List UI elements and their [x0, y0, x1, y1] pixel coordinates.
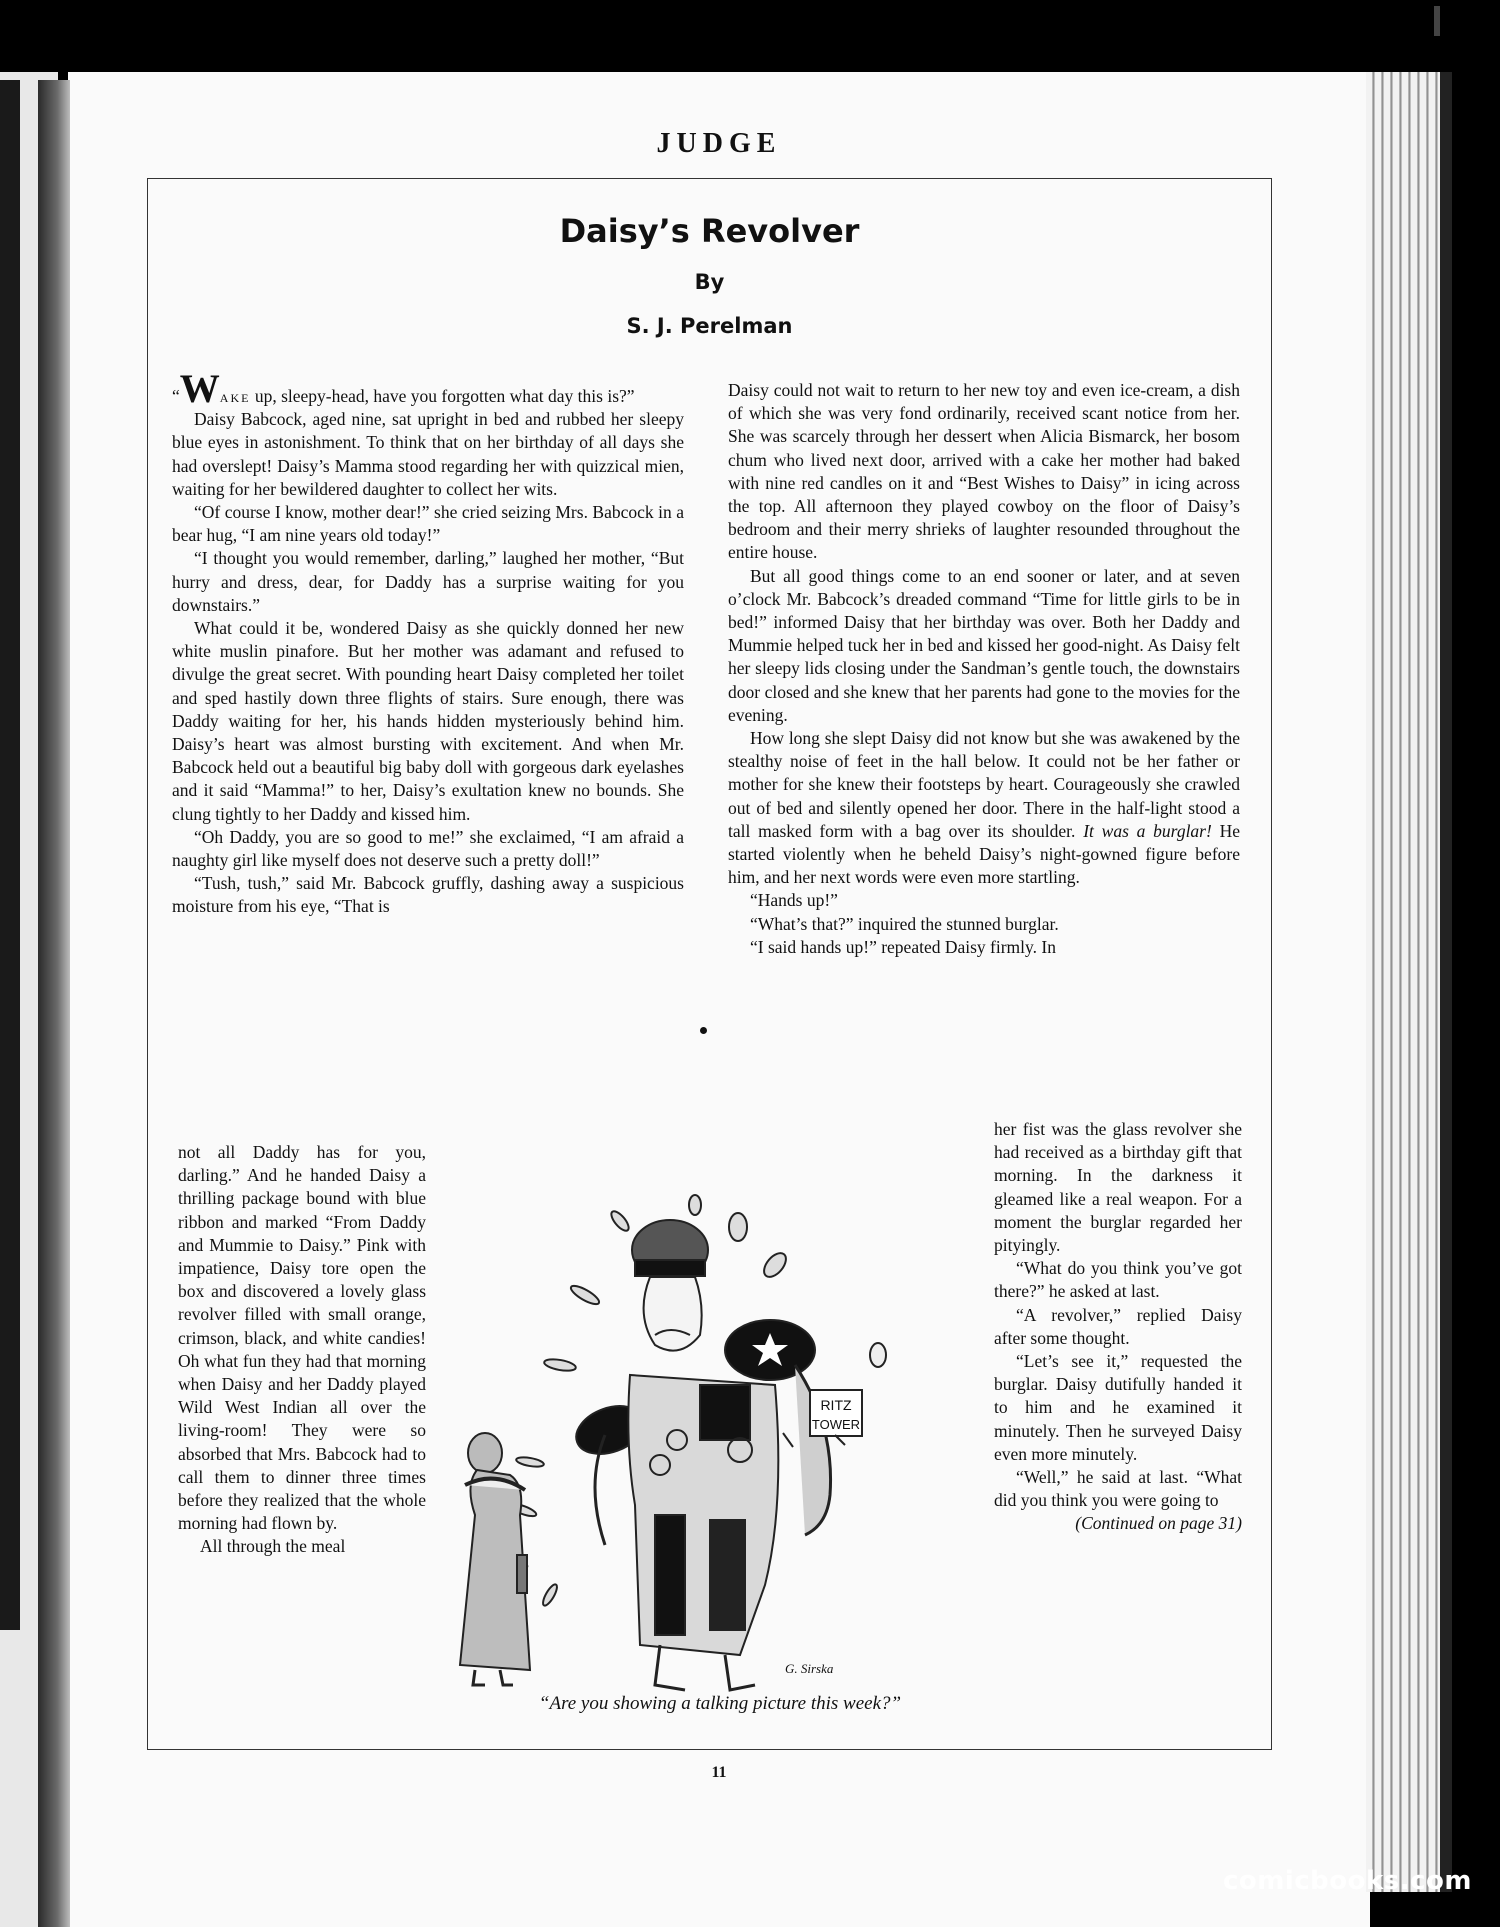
sign-text-2: TOWER — [811, 1417, 861, 1432]
sign-text-1: RITZ — [820, 1397, 852, 1413]
opening-quote: “ — [172, 386, 180, 406]
page-stack-edges — [1366, 72, 1444, 1892]
left-column — [172, 366, 684, 919]
magazine-header: JUDGE — [656, 128, 782, 159]
paragraph: “Well,” he said at last. “What did you think you were going to — [994, 1467, 1242, 1511]
paragraph: her fist was the glass revolver she had received as a birthday gift that morning. In the darkness it gleamed like a real weapon. For a moment the burglar regarded her pityingly. — [994, 1119, 1242, 1256]
drop-cap: W — [179, 366, 220, 411]
print-speck — [700, 1027, 707, 1034]
book-gutter — [38, 80, 70, 1927]
paragraph — [728, 727, 1240, 889]
right-narrow-column — [994, 1118, 1242, 1536]
page-number: 11 — [711, 1764, 727, 1781]
right-column — [728, 379, 1240, 959]
paragraph: What could it be, wondered Daisy as she quickly donned her new white muslin pinafore. But her mother was adamant and refused to divulge the great secret. With pounding heart Daisy completed her toilet and sped hastily down three flights of stairs. Sure enough, there was Daddy waiting for her, his hands hidden mysteriously behind him. Daisy’s heart was almost bursting with excitement. And when Mr. Babcock held out a beautiful big baby doll with gorgeous dark eyelashes and it said “Mamma!” to her, Daisy’s exultation knew no bounds. She clung tightly to her Daddy and kissed him. — [172, 618, 684, 824]
left-page-shadow — [0, 80, 20, 1630]
paragraph: not all Daddy has for you, darling.” And he handed Daisy a thrilling package bound with blue ribbon and marked “From Daddy and Mummie to Daisy.” Pink with impatience, Daisy tore open the box and discovered a lovely glass revolver filled with small orange, crimson, black, and white candies! Oh what fun they had that morning when Daisy and her Daddy played Wild West Indian all over the living-room! They were so absorbed that Mrs. Babcock had to call them to dinner three times before they realized that the whole morning had flown by. — [178, 1142, 426, 1534]
scan-mark — [1434, 6, 1440, 36]
paragraph: “What do you think you’ve got there?” he asked at last. — [994, 1258, 1242, 1302]
paragraph: Daisy Babcock, aged nine, sat upright in bed and rubbed her sleepy blue eyes in astonishment. To think that on her birthday of all days she had overslept! Daisy’s Mamma stood regarding her with quizzical mien, waiting for her bewildered daughter to collect her wits. — [172, 409, 684, 499]
paragraph: “Let’s see it,” requested the burglar. Daisy dutifully handed it to him and he examined it minutely. Then he surveyed Daisy even more minutely. — [994, 1351, 1242, 1464]
continued-note: (Continued on page 31) — [1075, 1513, 1242, 1534]
paragraph: “I said hands up!” repeated Daisy firmly. In — [750, 936, 1056, 957]
artist-signature: G. Sirska — [785, 1661, 834, 1676]
cartoon-illustration — [455, 1185, 975, 1705]
paragraph: All through the meal — [200, 1536, 346, 1557]
paragraph: “I thought you would remember, darling,” laughed her mother, “But hurry and dress, dear, for Daddy has a surprise waiting for you downstairs.” — [172, 548, 684, 615]
paragraph: Daisy could not wait to return to her new toy and even ice-cream, a dish of which she was very fond ordinarily, received scant notice from her. She was scarcely through her dessert when Alicia Bismarck, her bosom chum who lived next door, arrived with a cake her mother had baked with nine red candles on it and “Best Wishes to Daisy” in icing across the top. All afternoon they played cowboy on the floor of Daisy’s bedroom and their merry shrieks of laughter resounded throughout the entire house. — [728, 380, 1240, 563]
paragraph: “A revolver,” replied Daisy after some thought. — [994, 1304, 1242, 1348]
left-narrow-column — [178, 1141, 426, 1559]
paragraph: “Oh Daddy, you are so good to me!” she exclaimed, “I am afraid a naughty girl like myself does not deserve such a pretty doll!” — [172, 826, 684, 871]
opening-paragraph — [172, 366, 684, 411]
watermark: comicbooks.com — [1222, 1866, 1472, 1896]
opening-rest: up, sleepy-head, have you forgotten what day this is?” — [250, 386, 635, 406]
text-run: He started violently when he beheld Daisy’s night-gowned figure before him, and her next words were even more startling. — [728, 820, 1241, 888]
paragraph: “Of course I know, mother dear!” she cried seizing Mrs. Babcock in a bear hug, “I am nine years old today!” — [172, 502, 684, 546]
article-title: Daisy’s Revolver — [559, 212, 860, 250]
italic-run: It was a burglar! — [1083, 820, 1212, 841]
text-run: How long she slept Daisy did not know but she was awakened by the stealthy noise of feet in the hall below. It could not be her father or mother for she knew their footsteps by heart. Courageously she crawled out of bed and silently opened her door. There in the half-light stood a tall masked form with a bag over its shoulder. — [728, 728, 1240, 841]
illustration-caption: “Are you showing a talking picture this week?” — [538, 1693, 902, 1714]
article-byline: By — [694, 270, 725, 294]
paragraph: “Tush, tush,” said Mr. Babcock gruffly, dashing away a suspicious moisture from his eye, “That is — [172, 873, 684, 917]
paragraph: But all good things come to an end sooner or later, and at seven o’clock Mr. Babcock’s dreaded command “Time for little girls to be in bed!” informed Daisy that her birthday was over. Both her Daddy and Mummie helped tuck her in bed and kissed her good-night. As Daisy felt her sleepy lids closing under the Sandman’s gentle touch, the downstairs door closed and she knew that her parents had gone to the movies for the evening. — [728, 565, 1240, 725]
paragraph: “Hands up!” — [750, 890, 838, 911]
article-author: S. J. Perelman — [626, 314, 793, 338]
opening-smallcaps: ake — [219, 386, 251, 406]
paragraph: “What’s that?” inquired the stunned burglar. — [750, 913, 1059, 934]
page-stack-shadow — [1440, 72, 1452, 1892]
